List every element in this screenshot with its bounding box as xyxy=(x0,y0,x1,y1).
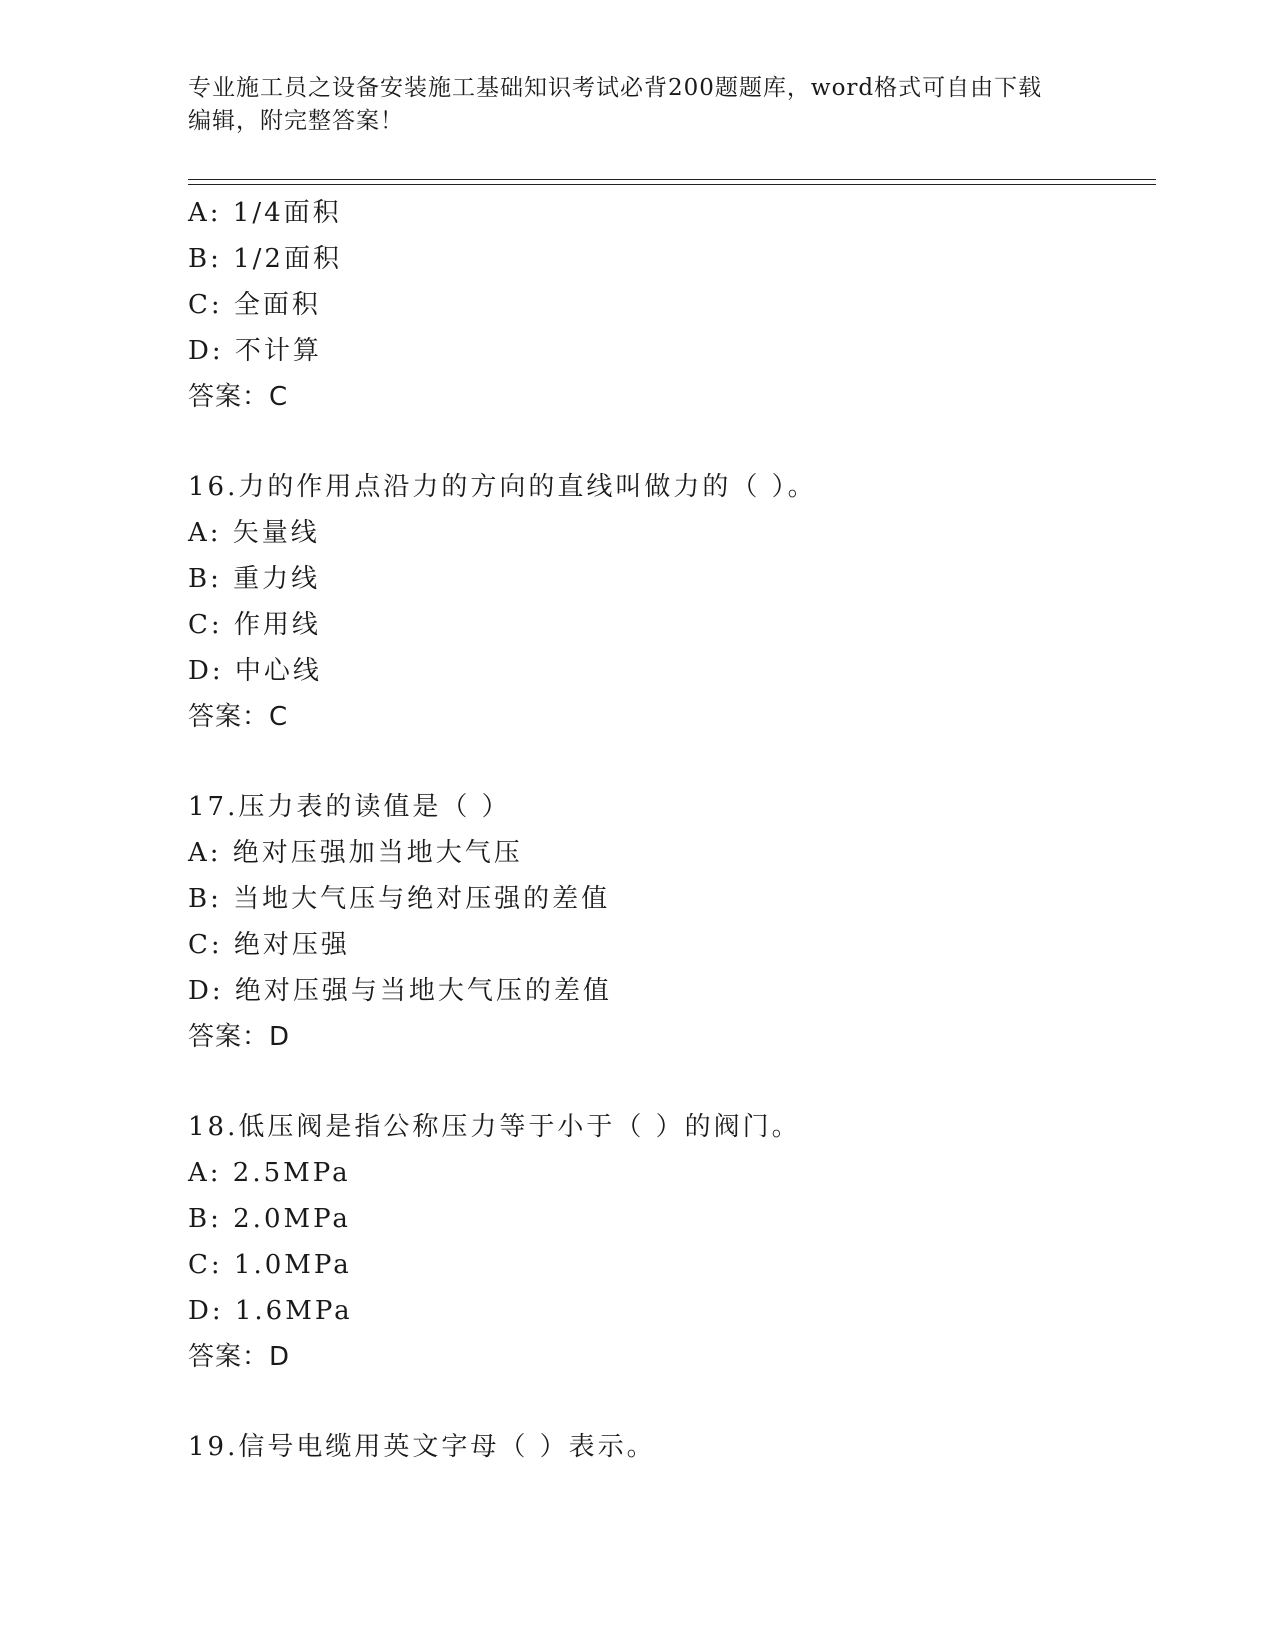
answer-line: 答案：D xyxy=(188,1022,291,1052)
question-block-18 xyxy=(188,1104,1156,1380)
question-block-15-partial xyxy=(188,190,1156,420)
answer-line: 答案：C xyxy=(188,382,289,412)
option-b: B: 当地大气压与绝对压强的差值 xyxy=(188,884,611,914)
option-b: B: 2.0MPa xyxy=(188,1204,351,1234)
option-c: C: 作用线 xyxy=(188,610,321,640)
header-line-1: 专业施工员之设备安装施工基础知识考试必背200题题库，word格式可自由下载 xyxy=(188,75,1043,101)
option-c: C: 1.0MPa xyxy=(188,1250,352,1280)
option-d: D: 1.6MPa xyxy=(188,1296,353,1326)
header-divider-bottom xyxy=(188,184,1156,185)
answer-line: 答案：C xyxy=(188,702,289,732)
option-b: B: 1/2面积 xyxy=(188,244,342,274)
answer-line: 答案：D xyxy=(188,1342,291,1372)
option-c: C: 全面积 xyxy=(188,290,321,320)
option-d: D: 绝对压强与当地大气压的差值 xyxy=(188,976,612,1006)
question-block-17 xyxy=(188,784,1156,1060)
option-d: D: 不计算 xyxy=(188,336,322,366)
question-block-16 xyxy=(188,464,1156,740)
question-block-19 xyxy=(188,1424,1156,1470)
option-d: D: 中心线 xyxy=(188,656,322,686)
option-c: C: 绝对压强 xyxy=(188,930,350,960)
question-stem: 18.低压阀是指公称压力等于小于（ ）的阀门。 xyxy=(188,1112,801,1142)
option-a: A: 1/4面积 xyxy=(188,198,342,228)
document-header xyxy=(188,72,1088,138)
header-line-2: 编辑，附完整答案！ xyxy=(188,108,404,134)
question-list xyxy=(188,190,1156,1470)
header-divider-top xyxy=(188,179,1156,180)
question-stem: 19.信号电缆用英文字母（ ）表示。 xyxy=(188,1432,656,1462)
option-b: B: 重力线 xyxy=(188,564,321,594)
option-a: A: 绝对压强加当地大气压 xyxy=(188,838,523,868)
option-a: A: 矢量线 xyxy=(188,518,320,548)
option-a: A: 2.5MPa xyxy=(188,1158,351,1188)
question-stem: 16.力的作用点沿力的方向的直线叫做力的（ ）。 xyxy=(188,472,817,502)
question-stem: 17.压力表的读值是（ ） xyxy=(188,792,511,822)
